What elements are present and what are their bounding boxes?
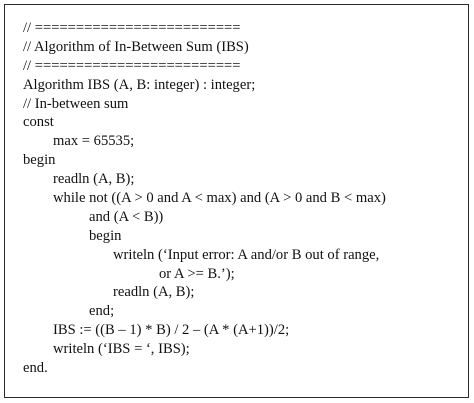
inner-end-keyword: end; [89, 303, 115, 320]
ibs-assignment: IBS := ((B – 1) * B) / 2 – (A * (A+1))/2; [53, 322, 290, 339]
inner-begin-keyword: begin [89, 227, 122, 244]
readln-statement: readln (A, B); [53, 171, 135, 188]
algorithm-signature: Algorithm IBS (A, B: integer) : integer; [23, 76, 256, 93]
end-keyword: end. [23, 360, 48, 377]
const-declaration: max = 65535; [53, 133, 135, 150]
const-keyword: const [23, 114, 54, 131]
code-listing-frame [4, 4, 469, 398]
comment-divider-bottom: // ========================= [23, 57, 241, 74]
writeln-error-continued: or A >= B.’); [159, 265, 235, 282]
writeln-error-statement: writeln (‘Input error: A and/or B out of range, [113, 246, 380, 263]
comment-title: // Algorithm of In-Between Sum (IBS) [23, 38, 249, 55]
writeln-result-statement: writeln (‘IBS = ‘, IBS); [53, 341, 190, 358]
begin-keyword: begin [23, 152, 56, 169]
comment-divider-top: // ========================= [23, 20, 241, 36]
code-listing [23, 19, 460, 378]
inner-readln-statement: readln (A, B); [113, 284, 195, 301]
while-condition-continued: and (A < B)) [89, 208, 164, 225]
while-condition: while not ((A > 0 and A < max) and (A > 0 and B < max) [53, 190, 386, 207]
comment-description: // In-between sum [23, 95, 129, 112]
